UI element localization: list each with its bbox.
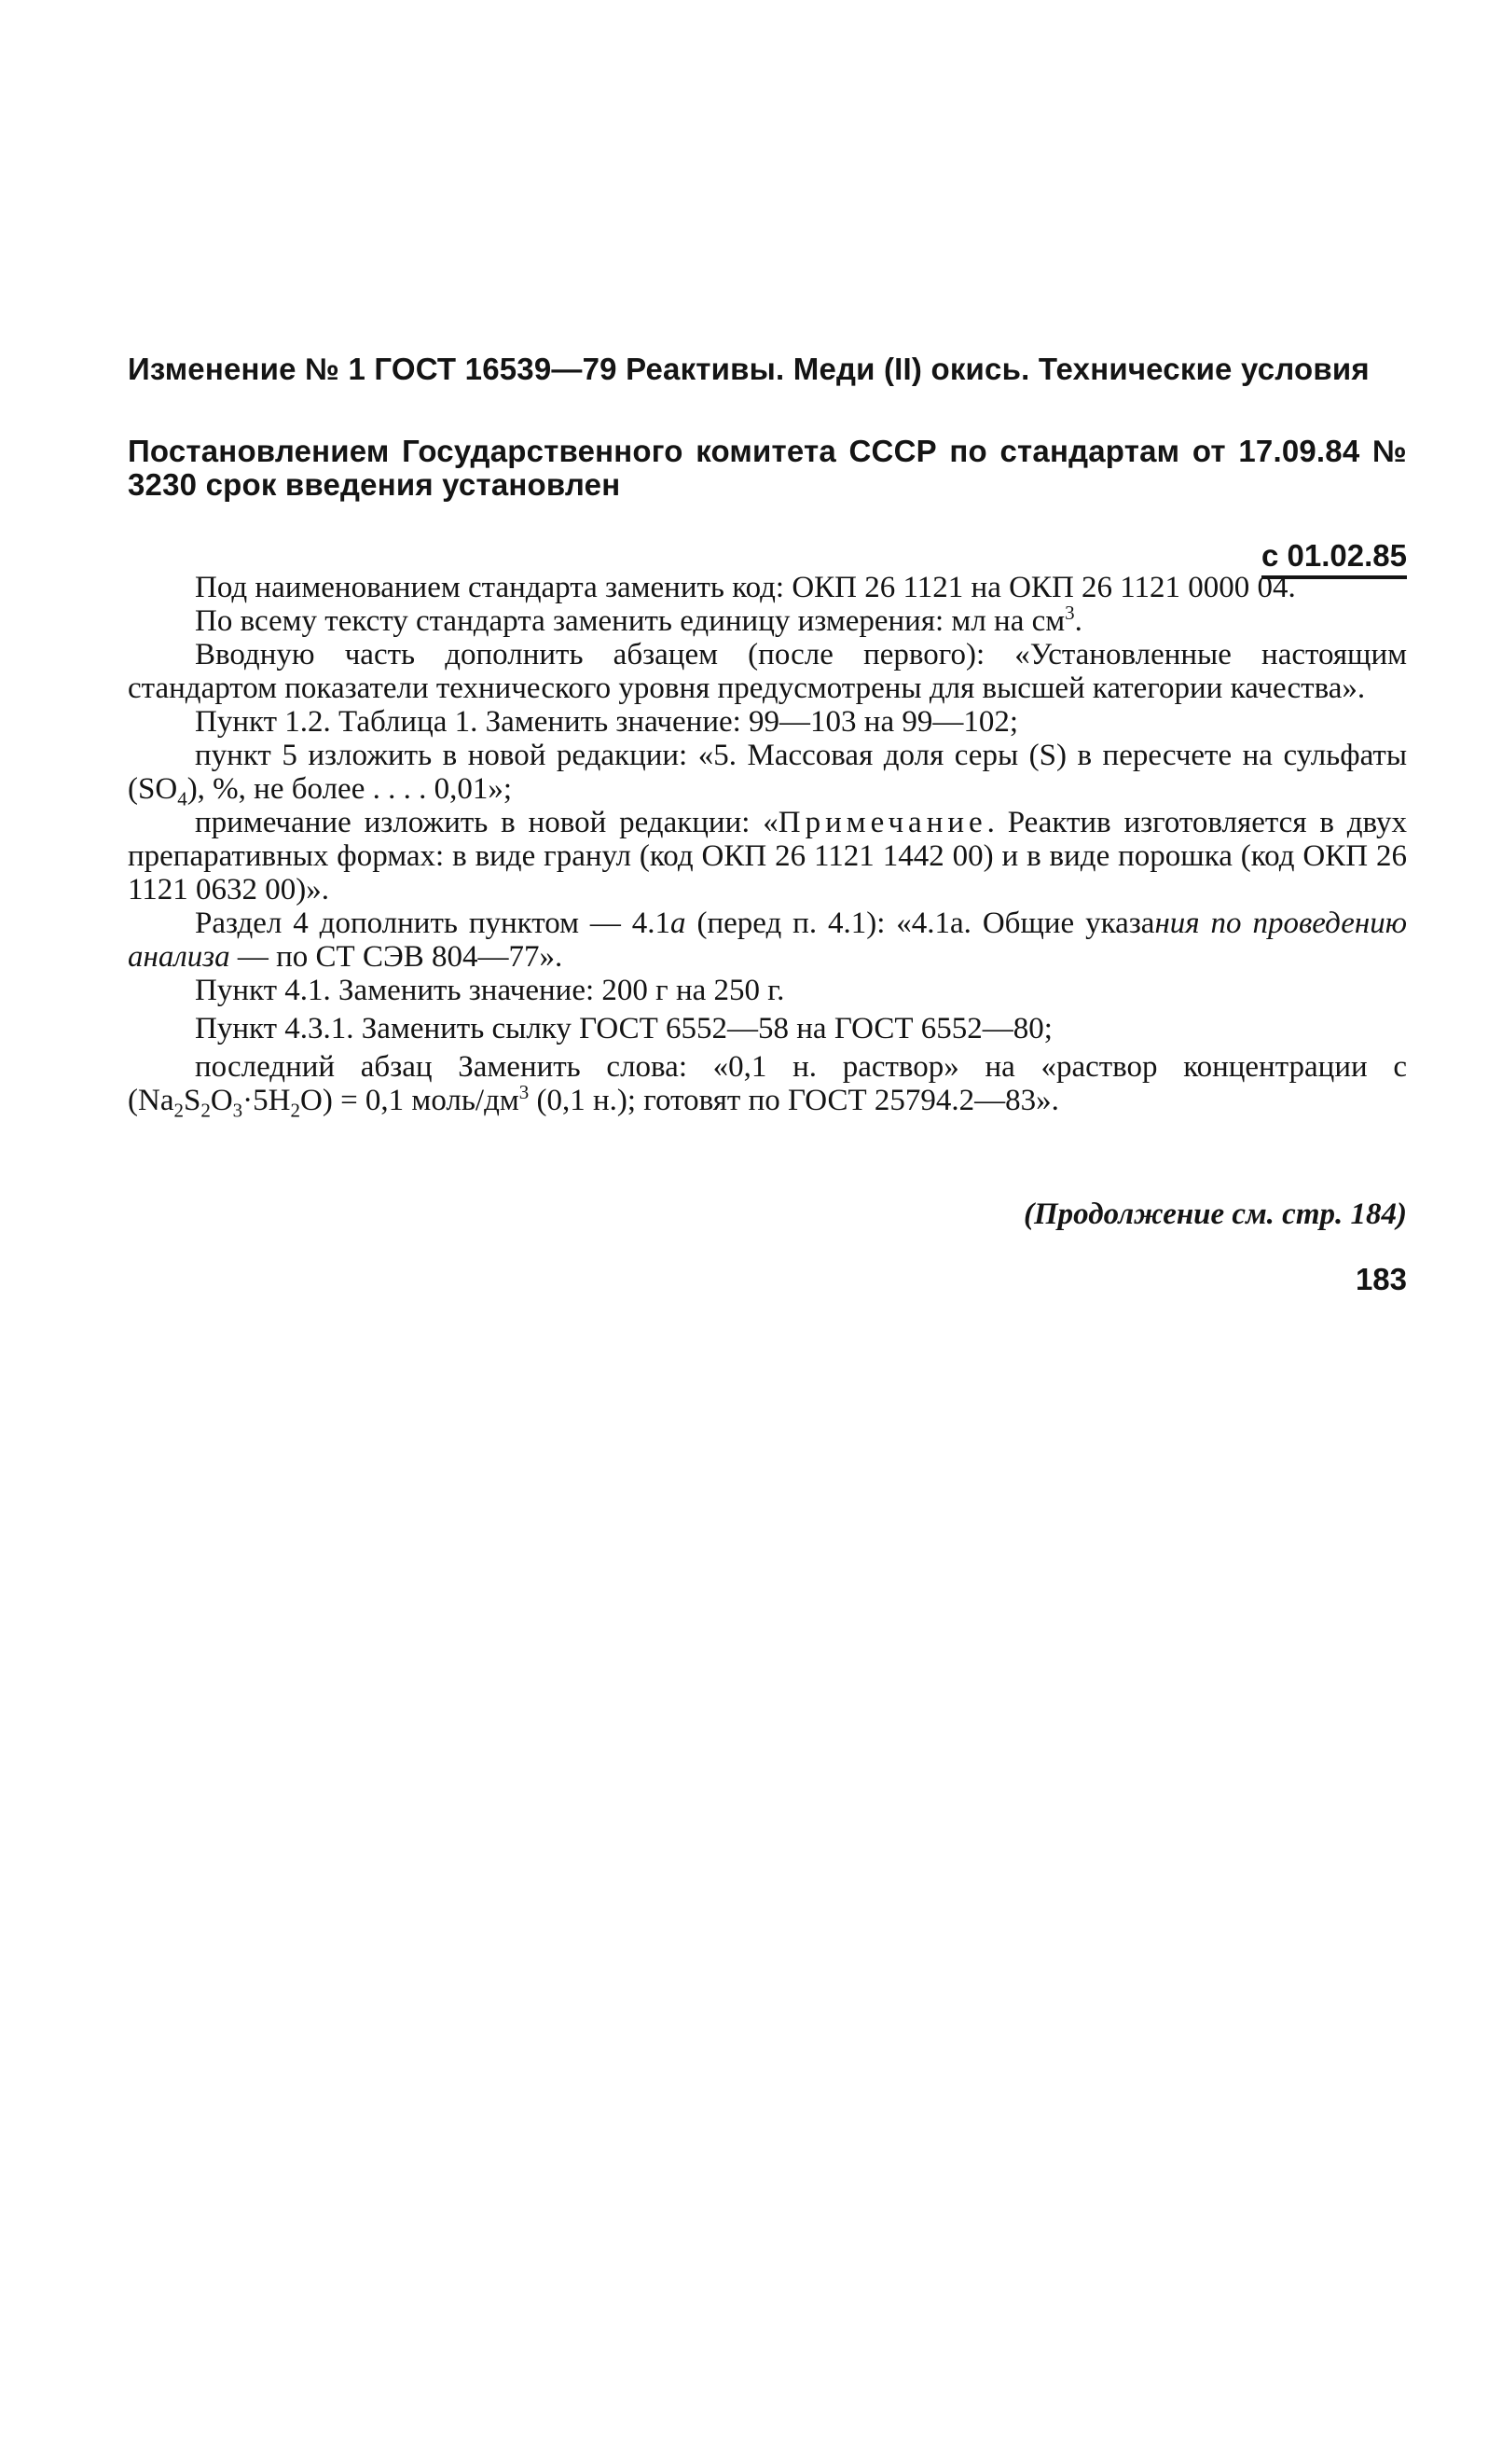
paragraph-intro-addition: Вводную часть дополнить абзацем (после первого): «Установленные настоящим стандартом показатели технического уровня предусмотрены для высшей категории качества». bbox=[128, 638, 1407, 705]
paragraph-table-value: Пункт 1.2. Таблица 1. Заменить значение: 99—103 на 99—102; bbox=[195, 705, 1019, 739]
amendment-title: Изменение № 1 ГОСТ 16539—79 Реактивы. Меди (II) окись. Технические условия bbox=[128, 352, 1370, 386]
paragraph-item-5: пункт 5 изложить в новой редакции: «5. Массовая доля серы (S) в пересчете на сульфаты $(SO_4)$, %, не более . . . . 0,01»; bbox=[128, 739, 1407, 810]
paragraph-item-4-1: Пункт 4.1. Заменить значение: 200 г на 250 г. bbox=[195, 974, 785, 1007]
paragraph-okp-code: Под наименованием стандарта заменить код: ОКП 26 1121 на ОКП 26 1121 0000 04. bbox=[195, 571, 1296, 604]
paragraph-unit-change: По всему тексту стандарта заменить единицу измерения: мл на $см^3$. bbox=[195, 602, 1082, 638]
page-number: 183 bbox=[1355, 1262, 1407, 1296]
paragraph-note: примечание изложить в новой редакции: «Примечание. Реактив изготовляется в двух препаративных формах: в виде гранул (код ОКП 26 1121 1442 00) и в виде порошка (код ОКП 26 1121 0632 00)». bbox=[128, 806, 1407, 907]
effective-date: с 01.02.85 bbox=[1261, 539, 1407, 579]
paragraph-section-4: Раздел 4 дополнить пунктом — 4.1а (перед п. 4.1): «4.1а. Общие указания по проведению анализа — по СТ СЭВ 804—77». bbox=[128, 907, 1407, 974]
decree-statement: Постановлением Государственного комитета СССР по стандартам от 17.09.84 № 3230 срок введения установлен bbox=[128, 434, 1407, 502]
continuation-note: (Продолжение см. стр. 184) bbox=[1024, 1197, 1407, 1231]
document-body bbox=[128, 571, 1407, 1122]
paragraph-last-abzats: последний абзац Заменить слова: «0,1 н. раствор» на «раствор концентрации с $(Na_2S_2O_3\cdot 5H_2O) = 0,1$ моль/$дм^3$ (0,1 н.); готовят по ГОСТ 25794.2—83». bbox=[128, 1050, 1407, 1122]
paragraph-item-4-3-1: Пункт 4.3.1. Заменить сылку ГОСТ 6552—58 на ГОСТ 6552—80; bbox=[195, 1012, 1053, 1045]
